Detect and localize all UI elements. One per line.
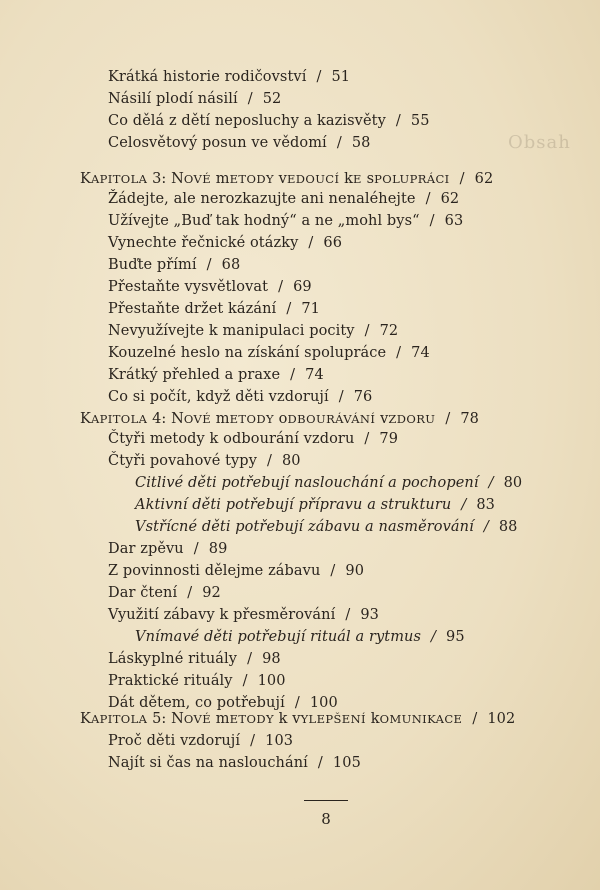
separator: /: [187, 585, 193, 601]
toc-entry: [108, 320, 398, 342]
entry-title: Co si počít, když děti vzdorují: [108, 389, 329, 405]
toc-entry: [108, 254, 240, 276]
entry-title: Čtyři povahové typy: [108, 453, 257, 469]
separator: /: [286, 301, 292, 317]
chapter-heading: [80, 708, 515, 730]
entry-page-number: 98: [262, 651, 281, 667]
entry-page-number: 93: [360, 607, 379, 623]
chapter-heading: [80, 408, 479, 430]
chapter-label-initial: K: [80, 411, 91, 427]
chapter-label: APITOLA: [90, 172, 148, 186]
entry-page-number: 105: [332, 755, 361, 771]
separator: /: [242, 673, 248, 689]
toc-entry: [135, 472, 522, 494]
separator: /: [461, 497, 467, 513]
entry-page-number: 92: [202, 585, 221, 601]
entry-page-number: 79: [379, 431, 399, 447]
toc-entry: [135, 494, 495, 516]
separator: /: [364, 323, 370, 339]
entry-page-number: 51: [331, 69, 351, 85]
toc-entry: [108, 88, 281, 110]
entry-page-number: 90: [345, 563, 365, 579]
entry-page-number: 89: [208, 541, 228, 557]
separator: /: [266, 453, 272, 469]
entry-page-number: 83: [476, 497, 495, 513]
chapter-label-initial: K: [80, 171, 91, 187]
separator: /: [445, 411, 451, 427]
toc-entry: [108, 386, 372, 408]
toc-entry: [108, 538, 227, 560]
chapter-label: APITOLA: [90, 412, 148, 426]
entry-title: Krátký přehled a praxe: [108, 367, 281, 383]
entry-title: Kouzelné heslo na získání spolupráce: [108, 345, 387, 361]
toc-entry: [108, 276, 312, 298]
entry-title: Buďte přímí: [108, 257, 197, 273]
separator: /: [338, 389, 344, 405]
entry-title: Praktické rituály: [108, 673, 233, 689]
entry-page-number: 62: [440, 191, 460, 207]
entry-page-number: 74: [411, 345, 430, 361]
entry-title: Vynechte řečnické otázky: [108, 235, 299, 251]
entry-page-number: 102: [487, 711, 516, 727]
toc-entry: [108, 450, 301, 472]
toc-entry: [108, 428, 398, 450]
entry-title: Žádejte, ale nerozkazujte ani nenaléhejte: [108, 191, 416, 207]
separator: /: [193, 541, 199, 557]
entry-title: Vnímavé děti potřebují rituál a rytmus: [135, 629, 422, 645]
entry-page-number: 103: [265, 733, 294, 749]
separator: /: [250, 733, 256, 749]
toc-entry: [108, 730, 293, 752]
separator: /: [472, 711, 478, 727]
toc-entry: [108, 670, 286, 692]
entry-page-number: 100: [309, 695, 338, 711]
entry-page-number: 71: [301, 301, 320, 317]
entry-page-number: 88: [498, 519, 518, 535]
entry-page-number: 80: [503, 475, 523, 491]
entry-page-number: 72: [379, 323, 399, 339]
separator: /: [425, 191, 431, 207]
entry-page-number: 58: [351, 135, 371, 151]
toc-entry: [108, 66, 350, 88]
separator: /: [247, 651, 253, 667]
separator: /: [316, 69, 322, 85]
entry-title: Dar čtení: [108, 585, 178, 601]
toc-entry: [108, 582, 221, 604]
page-number: 8: [321, 810, 331, 828]
entry-title: Čtyři metody k odbourání vzdoru: [108, 431, 355, 447]
chapter-number: 3:: [147, 171, 172, 187]
entry-page-number: 66: [323, 235, 343, 251]
entry-page-number: 52: [262, 91, 282, 107]
chapter-heading: [80, 168, 493, 190]
entry-page-number: 62: [474, 171, 494, 187]
chapter-title: NOVÉ mETODY oDBOURÁVÁNÍ vZDORU: [171, 411, 436, 427]
entry-title: Přestaňte držet kázání: [108, 301, 277, 317]
entry-title: Krátká historie rodičovství: [108, 69, 307, 85]
chapter-number: 5:: [147, 711, 172, 727]
separator: /: [431, 629, 437, 645]
entry-page-number: 100: [257, 673, 286, 689]
entry-title: Přestaňte vysvětlovat: [108, 279, 269, 295]
separator: /: [247, 91, 253, 107]
entry-page-number: 76: [353, 389, 373, 405]
separator: /: [395, 113, 401, 129]
entry-page-number: 63: [444, 213, 464, 229]
toc-entry: [108, 132, 370, 154]
toc-entry: [108, 232, 342, 254]
entry-title: Nevyužívejte k manipulaci pocity: [108, 323, 355, 339]
entry-page-number: 78: [460, 411, 480, 427]
entry-page-number: 69: [293, 279, 312, 295]
separator: /: [294, 695, 300, 711]
toc-entry: [108, 110, 430, 132]
entry-title: Násilí plodí násilí: [108, 91, 238, 107]
separator: /: [345, 607, 351, 623]
folio-rule: [304, 800, 348, 801]
entry-title: Celosvětový posun ve vědomí: [108, 135, 327, 151]
separator: /: [330, 563, 336, 579]
separator: /: [459, 171, 465, 187]
toc-entry: [108, 648, 281, 670]
entry-page-number: 68: [221, 257, 241, 273]
toc-entry: [135, 516, 518, 538]
chapter-label: APITOLA: [90, 712, 148, 726]
separator: /: [308, 235, 314, 251]
show-through-text: Obsah: [508, 132, 571, 153]
entry-page-number: 55: [410, 113, 430, 129]
entry-title: Užívejte „Buď tak hodný“ a ne „mohl bys“: [108, 213, 420, 229]
entry-page-number: 80: [281, 453, 301, 469]
separator: /: [206, 257, 212, 273]
separator: /: [317, 755, 323, 771]
entry-title: Dát dětem, co potřebují: [108, 695, 285, 711]
chapter-number: 4:: [147, 411, 172, 427]
separator: /: [278, 279, 284, 295]
entry-title: Z povinnosti dělejme zábavu: [108, 563, 321, 579]
separator: /: [290, 367, 296, 383]
entry-title: Láskyplné rituály: [108, 651, 238, 667]
separator: /: [483, 519, 489, 535]
chapter-title: NOVÉ mETODY vEDOUCÍ kE sPOLUPRÁCI: [171, 171, 450, 187]
separator: /: [429, 213, 435, 229]
toc-entry: [108, 752, 361, 774]
entry-title: Dar zpěvu: [108, 541, 184, 557]
separator: /: [488, 475, 494, 491]
entry-title: Využití zábavy k přesměrování: [108, 607, 336, 623]
toc-entry: [108, 188, 459, 210]
entry-title: Aktivní děti potřebují přípravu a strukturu: [135, 497, 452, 513]
toc-entry: [135, 626, 465, 648]
separator: /: [396, 345, 402, 361]
entry-page-number: 95: [446, 629, 465, 645]
entry-page-number: 74: [305, 367, 324, 383]
toc-entry: [108, 210, 463, 232]
entry-title: Vstřícné děti potřebují zábavu a nasměrování: [135, 519, 474, 535]
toc-entry: [108, 364, 324, 386]
toc-entry: [108, 342, 430, 364]
toc-entry: [108, 560, 364, 582]
chapter-label-initial: K: [80, 711, 91, 727]
entry-title: Proč děti vzdorují: [108, 733, 241, 749]
entry-title: Citlivé děti potřebují naslouchání a pochopení: [135, 475, 479, 491]
separator: /: [336, 135, 342, 151]
toc-entry: [108, 298, 320, 320]
entry-title: Co dělá z dětí neposluchy a kazisvěty: [108, 113, 386, 129]
chapter-title: NOVÉ mETODY k vYLEPŠENÍ kOMUNIKACE: [171, 711, 463, 727]
toc-entry: [108, 604, 379, 626]
separator: /: [364, 431, 370, 447]
entry-title: Najít si čas na naslouchání: [108, 755, 308, 771]
